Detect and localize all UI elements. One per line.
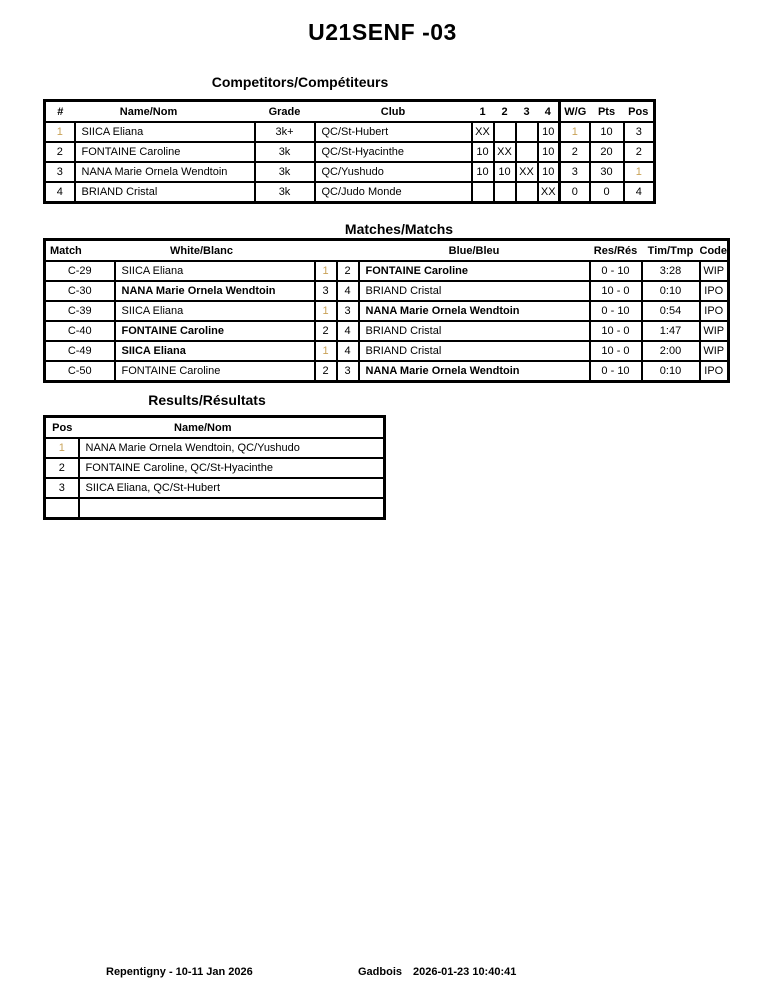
competitor-name: NANA Marie Ornela Wendtoin: [75, 162, 255, 182]
match-code: IPO: [700, 281, 729, 301]
competitor-number: 3: [45, 162, 75, 182]
competitor-position: 1: [624, 162, 655, 182]
col-header-round-1: 1: [472, 101, 494, 123]
blue-name: BRIAND Cristal: [359, 341, 590, 361]
round-2-score: XX: [494, 142, 516, 162]
competitor-wins: 1: [560, 122, 590, 142]
blue-competitor-number: 4: [337, 281, 359, 301]
white-name: SIICA Eliana: [115, 261, 315, 281]
col-header-match: Match: [45, 240, 115, 262]
match-result: 10 - 0: [590, 281, 642, 301]
blue-competitor-number: 2: [337, 261, 359, 281]
round-4-score: 10: [538, 122, 560, 142]
footer-venue: Gadbois: [358, 966, 403, 978]
col-header-white: White/Blanc: [115, 240, 315, 262]
round-1-score: 10: [472, 162, 494, 182]
col-header-round-4: 4: [538, 101, 560, 123]
round-4-score: 10: [538, 162, 560, 182]
competitor-wins: 0: [560, 182, 590, 203]
matches-table: [43, 238, 730, 383]
blue-name: NANA Marie Ornela Wendtoin: [359, 361, 590, 382]
table-row: [45, 142, 655, 162]
competitor-name: BRIAND Cristal: [75, 182, 255, 203]
white-competitor-number: 1: [315, 341, 337, 361]
white-competitor-number: 3: [315, 281, 337, 301]
match-time: 2:00: [642, 341, 700, 361]
match-result: 0 - 10: [590, 301, 642, 321]
result-name: [79, 498, 385, 519]
white-name: FONTAINE Caroline: [115, 321, 315, 341]
table-row: [45, 261, 729, 281]
col-header-club: Club: [315, 101, 472, 123]
match-code: IPO: [700, 361, 729, 382]
match-number: C-40: [45, 321, 115, 341]
competitors-table: [43, 99, 656, 204]
round-3-score: [516, 182, 538, 203]
blue-name: FONTAINE Caroline: [359, 261, 590, 281]
white-name: SIICA Eliana: [115, 301, 315, 321]
blue-name: BRIAND Cristal: [359, 281, 590, 301]
match-code: IPO: [700, 301, 729, 321]
competitor-position: 2: [624, 142, 655, 162]
result-name: FONTAINE Caroline, QC/St-Hyacinthe: [79, 458, 385, 478]
competitor-club: QC/Judo Monde: [315, 182, 472, 203]
round-1-score: 10: [472, 142, 494, 162]
competitors-section-title: Competitors/Compétiteurs: [211, 74, 389, 90]
competitor-grade: 3k: [255, 182, 315, 203]
match-result: 10 - 0: [590, 341, 642, 361]
table-row: [45, 458, 385, 478]
col-header-name: Name/Nom: [75, 101, 255, 123]
col-header-position: Pos: [45, 417, 79, 439]
match-time: 0:54: [642, 301, 700, 321]
results-header-row: [45, 417, 385, 439]
table-row: [45, 341, 729, 361]
footer-timestamp: 2026-01-23 10:40:41: [413, 966, 517, 978]
competitor-club: QC/St-Hyacinthe: [315, 142, 472, 162]
result-name: NANA Marie Ornela Wendtoin, QC/Yushudo: [79, 438, 385, 458]
col-header-grade: Grade: [255, 101, 315, 123]
competitor-club: QC/St-Hubert: [315, 122, 472, 142]
table-row: [45, 162, 655, 182]
col-header-result: Res/Rés: [590, 240, 642, 262]
blue-name: BRIAND Cristal: [359, 321, 590, 341]
round-2-score: [494, 122, 516, 142]
competitor-points: 30: [590, 162, 624, 182]
match-number: C-30: [45, 281, 115, 301]
table-row: [45, 122, 655, 142]
round-2-score: 10: [494, 162, 516, 182]
match-code: WIP: [700, 261, 729, 281]
blue-competitor-number: 4: [337, 321, 359, 341]
competitor-name: SIICA Eliana: [75, 122, 255, 142]
round-3-score: XX: [516, 162, 538, 182]
match-result: 10 - 0: [590, 321, 642, 341]
competitor-grade: 3k: [255, 162, 315, 182]
competitor-position: 4: [624, 182, 655, 203]
results-table: [43, 415, 386, 520]
match-code: WIP: [700, 341, 729, 361]
result-position: 2: [45, 458, 79, 478]
round-4-score: 10: [538, 142, 560, 162]
table-row: [45, 361, 729, 382]
match-result: 0 - 10: [590, 261, 642, 281]
col-header-white-num: [315, 240, 337, 262]
col-header-points: Pts: [590, 101, 624, 123]
matches-header-row: [45, 240, 729, 262]
table-row: [45, 281, 729, 301]
match-time: 1:47: [642, 321, 700, 341]
white-competitor-number: 1: [315, 261, 337, 281]
round-2-score: [494, 182, 516, 203]
white-name: FONTAINE Caroline: [115, 361, 315, 382]
round-1-score: [472, 182, 494, 203]
col-header-time: Tim/Tmp: [642, 240, 700, 262]
page-title: U21SENF -03: [308, 19, 457, 45]
competitor-position: 3: [624, 122, 655, 142]
blue-competitor-number: 3: [337, 361, 359, 382]
match-code: WIP: [700, 321, 729, 341]
col-header-blue-num: [337, 240, 359, 262]
round-3-score: [516, 142, 538, 162]
match-time: 3:28: [642, 261, 700, 281]
competitor-points: 20: [590, 142, 624, 162]
table-row: [45, 438, 385, 458]
competitor-grade: 3k: [255, 142, 315, 162]
competitor-wins: 2: [560, 142, 590, 162]
result-position: 3: [45, 478, 79, 498]
col-header-round-2: 2: [494, 101, 516, 123]
match-number: C-29: [45, 261, 115, 281]
match-number: C-50: [45, 361, 115, 382]
match-number: C-49: [45, 341, 115, 361]
matches-section-title: Matches/Matchs: [344, 221, 454, 237]
competitor-number: 4: [45, 182, 75, 203]
table-row: [45, 182, 655, 203]
result-position: [45, 498, 79, 519]
round-4-score: XX: [538, 182, 560, 203]
col-header-name: Name/Nom: [79, 417, 385, 439]
table-row: [45, 321, 729, 341]
competitor-number: 2: [45, 142, 75, 162]
col-header-round-3: 3: [516, 101, 538, 123]
competitor-club: QC/Yushudo: [315, 162, 472, 182]
table-row: [45, 301, 729, 321]
col-header-position: Pos: [624, 101, 655, 123]
match-time: 0:10: [642, 281, 700, 301]
footer-event-location-date: Repentigny - 10-11 Jan 2026: [106, 966, 253, 978]
col-header-blue: Blue/Bleu: [359, 240, 590, 262]
white-name: NANA Marie Ornela Wendtoin: [115, 281, 315, 301]
white-competitor-number: 1: [315, 301, 337, 321]
match-number: C-39: [45, 301, 115, 321]
competitor-wins: 3: [560, 162, 590, 182]
competitor-points: 10: [590, 122, 624, 142]
competitor-number: 1: [45, 122, 75, 142]
col-header-wins: W/G: [560, 101, 590, 123]
blue-competitor-number: 4: [337, 341, 359, 361]
result-name: SIICA Eliana, QC/St-Hubert: [79, 478, 385, 498]
result-position: 1: [45, 438, 79, 458]
competitor-name: FONTAINE Caroline: [75, 142, 255, 162]
round-3-score: [516, 122, 538, 142]
competitor-points: 0: [590, 182, 624, 203]
blue-competitor-number: 3: [337, 301, 359, 321]
col-header-code: Code: [700, 240, 729, 262]
white-competitor-number: 2: [315, 321, 337, 341]
col-header-number: #: [45, 101, 75, 123]
white-name: SIICA Eliana: [115, 341, 315, 361]
blue-name: NANA Marie Ornela Wendtoin: [359, 301, 590, 321]
white-competitor-number: 2: [315, 361, 337, 382]
table-row: [45, 498, 385, 519]
competitor-grade: 3k+: [255, 122, 315, 142]
competitors-header-row: [45, 101, 655, 123]
results-section-title: Results/Résultats: [148, 392, 266, 408]
match-time: 0:10: [642, 361, 700, 382]
table-row: [45, 478, 385, 498]
round-1-score: XX: [472, 122, 494, 142]
match-result: 0 - 10: [590, 361, 642, 382]
